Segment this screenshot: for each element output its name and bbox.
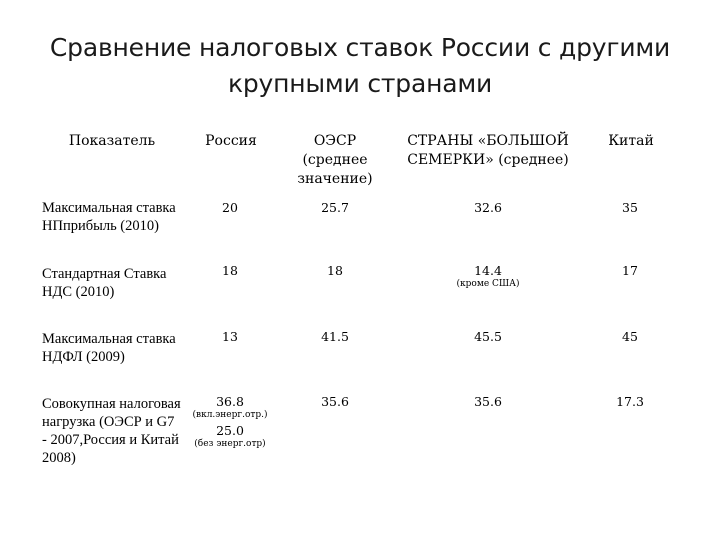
g7-vat-note: (кроме США) bbox=[456, 279, 520, 289]
china-profit-tax-value: 35 bbox=[622, 200, 638, 215]
g7-total-burden-value: 35.6 bbox=[474, 394, 502, 409]
g7-profit-tax-value: 32.6 bbox=[474, 200, 502, 215]
china-total-burden-value: 17.3 bbox=[616, 394, 644, 409]
header-indicator: Показатель bbox=[68, 133, 156, 149]
oecd-profit-tax-value: 25.7 bbox=[321, 200, 349, 215]
china-vat-value: 17 bbox=[622, 263, 638, 278]
header-g7: СТРАНЫ «БОЛЬШОЙ СЕМЕРКИ» (среднее) bbox=[407, 133, 569, 168]
russia-income-tax-value: 13 bbox=[222, 329, 238, 344]
header-china: Китай bbox=[608, 133, 654, 149]
russia-total-burden-value: 36.8 bbox=[216, 394, 244, 409]
title-line-1: Сравнение налоговых ставок России с другими bbox=[49, 33, 671, 62]
russia-total-burden-note-incl-energy: (вкл.энерг.отр.) bbox=[192, 410, 268, 420]
title-line-2: крупными странами bbox=[227, 69, 493, 98]
russia-profit-tax-value: 20 bbox=[222, 200, 238, 215]
russia-total-burden-note-excl-energy: (без энерг.отр) bbox=[194, 439, 266, 449]
row-label-personal-income-tax: Максимальная ставка НДФЛ (2009) bbox=[42, 331, 176, 365]
russia-total-burden-value-excl-energy: 25.0 bbox=[216, 423, 244, 438]
oecd-vat-value: 18 bbox=[327, 263, 343, 278]
russia-vat-value: 18 bbox=[222, 263, 238, 278]
slide-title bbox=[40, 30, 680, 102]
g7-vat-value: 14.4 bbox=[474, 263, 502, 278]
oecd-income-tax-value: 41.5 bbox=[321, 329, 349, 344]
header-oecd: ОЭСР (среднее значение) bbox=[297, 133, 373, 187]
china-income-tax-value: 45 bbox=[622, 329, 638, 344]
oecd-total-burden-value: 35.6 bbox=[321, 394, 349, 409]
g7-income-tax-value: 45.5 bbox=[474, 329, 502, 344]
row-label-total-tax-burden: Совокупная налоговая нагрузка (ОЭСР и G7 - 2007,Россия и Китай 2008) bbox=[42, 396, 181, 466]
g7-vat-cell bbox=[438, 263, 538, 289]
row-label-profit-tax: Максимальная ставка НПприбыль (2010) bbox=[42, 200, 176, 234]
row-label-vat: Стандартная Ставка НДС (2010) bbox=[42, 266, 167, 300]
header-russia: Россия bbox=[205, 133, 257, 149]
russia-total-burden-cell bbox=[180, 394, 280, 449]
